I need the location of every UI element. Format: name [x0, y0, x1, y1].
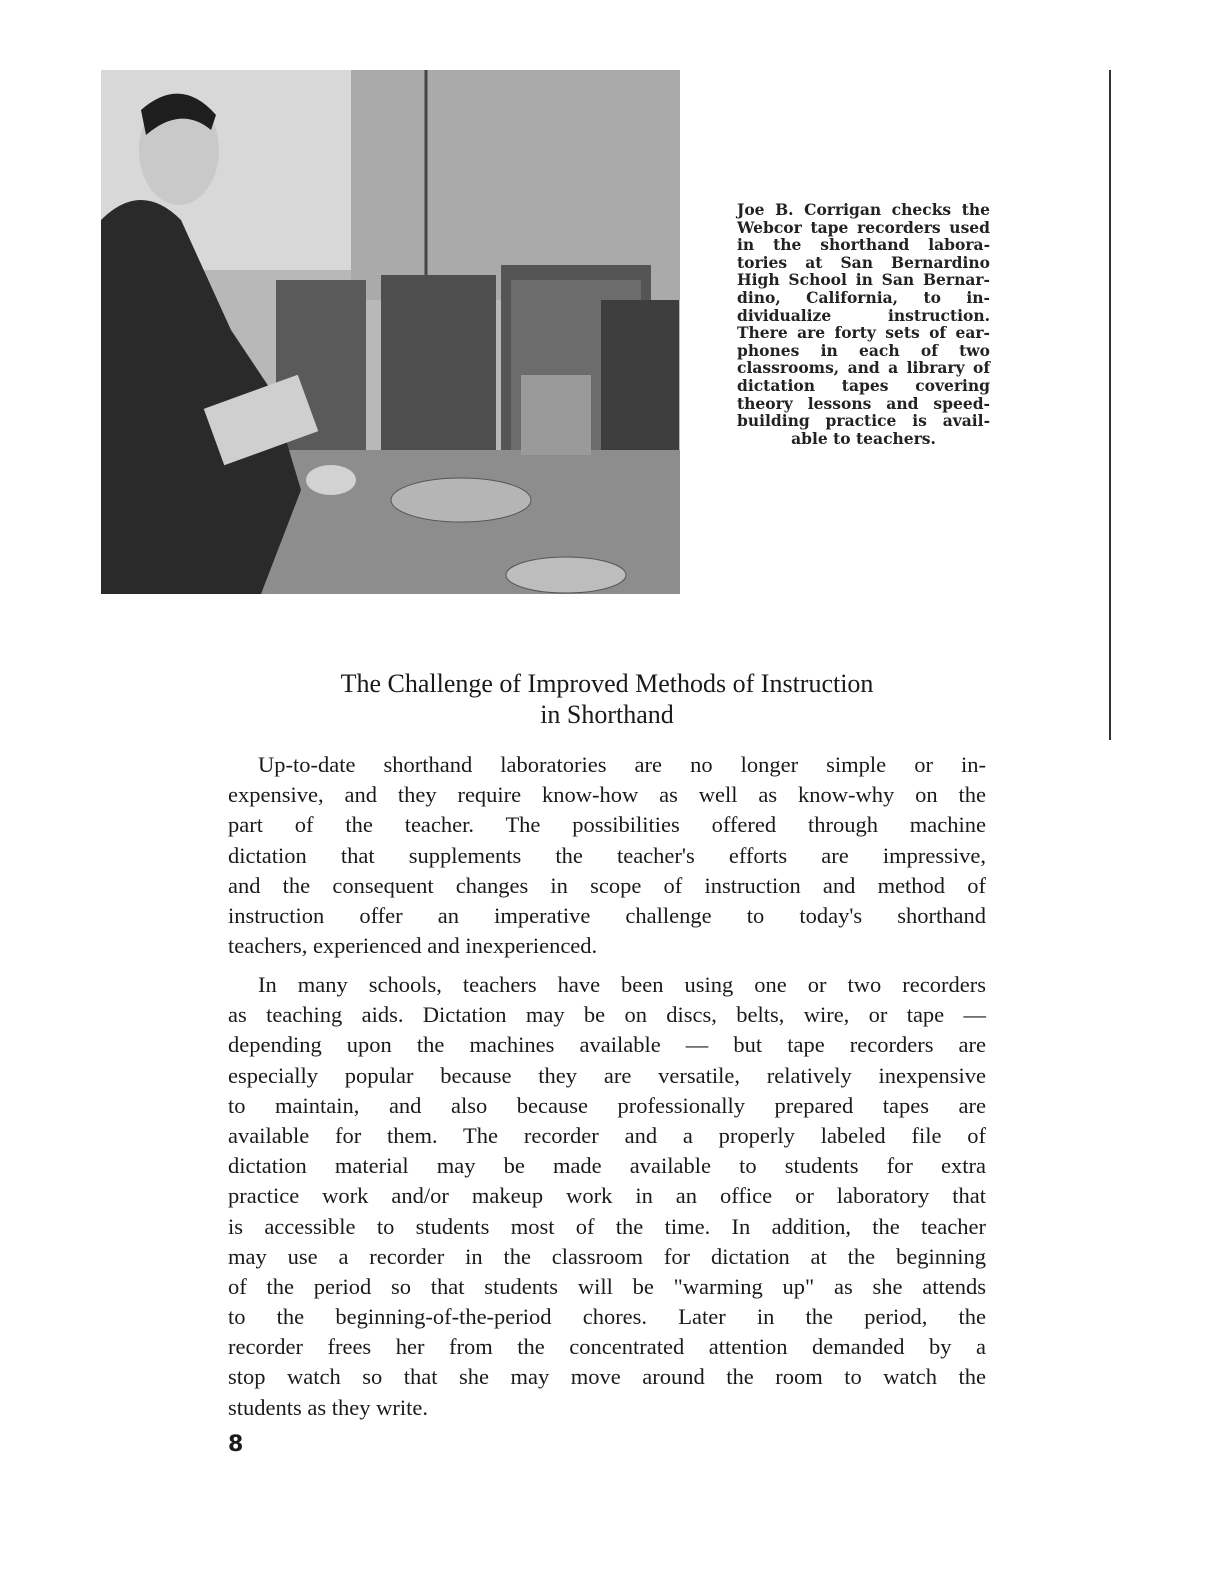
body-line: is accessible to students most of the time. In addition, the teacher [228, 1213, 986, 1239]
caption-line: dino, California, to in- [737, 287, 990, 307]
caption-line: theory lessons and speed- [737, 393, 990, 413]
body-line: and the consequent changes in scope of instruction and method of [228, 872, 986, 898]
caption-line: dictation tapes covering [737, 375, 990, 395]
photo-tape-recorders [101, 70, 680, 594]
body-line: stop watch so that she may move around the room to watch the [228, 1364, 986, 1390]
body-line: recorder frees her from the concentrated attention demanded by a [228, 1334, 986, 1360]
margin-rule [1109, 70, 1111, 740]
title-line-1: The Challenge of Improved Methods of Instruction [340, 669, 874, 698]
body-line: students as they write. [228, 1394, 428, 1420]
body-line: dictation material may be made available to students for extra [228, 1153, 986, 1179]
body-line: In many schools, teachers have been using one or two recorders [258, 972, 986, 997]
body-line: practice work and/or makeup work in an office or laboratory that [228, 1183, 986, 1209]
body-line: expensive, and they require know-how as well as know-why on the [228, 782, 986, 808]
body-line: instruction offer an imperative challenge to today's shorthand [228, 902, 986, 928]
page-number: 8 [228, 1432, 244, 1457]
caption-line: building practice is avail- [737, 411, 990, 431]
caption-line: Joe B. Corrigan checks the [737, 200, 990, 219]
photo-illustration [101, 70, 680, 594]
body-line: as teaching aids. Dictation may be on discs, belts, wire, or tape — [228, 1002, 986, 1028]
body-line: dictation that supplements the teacher's efforts are impressive, [228, 842, 986, 868]
body-line: to the beginning-of-the-period chores. Later in the period, the [228, 1304, 986, 1330]
body-line: of the period so that students will be "warming up" as she attends [228, 1273, 986, 1299]
caption-line: Webcor tape recorders used [737, 217, 990, 237]
body-line: Up-to-date shorthand laboratories are no longer simple or in- [258, 752, 986, 777]
paragraph-1 [228, 750, 986, 961]
caption-line: dividualize instruction. [737, 305, 990, 325]
body-line: depending upon the machines available — but tape recorders are [228, 1032, 986, 1058]
caption-line: in the shorthand labora- [737, 235, 990, 255]
paragraph-2 [228, 970, 986, 1423]
body-line: to maintain, and also because professionally prepared tapes are [228, 1092, 986, 1118]
section-title [228, 668, 986, 730]
body-line: part of the teacher. The possibilities offered through machine [228, 812, 986, 838]
body-line: teachers, experienced and inexperienced. [228, 933, 598, 959]
body-line: available for them. The recorder and a properly labeled file of [228, 1122, 986, 1148]
caption-line: phones in each of two [737, 340, 990, 360]
title-line-2: in Shorthand [540, 700, 674, 729]
caption-line: able to teachers. [791, 428, 936, 448]
caption-line: classrooms, and a library of [737, 358, 990, 378]
caption-line: High School in San Bernar- [737, 270, 990, 290]
body-line: may use a recorder in the classroom for dictation at the beginning [228, 1243, 986, 1269]
caption-line: There are forty sets of ear- [737, 323, 990, 343]
caption-line: tories at San Bernardino [737, 252, 990, 272]
photo-caption [737, 201, 990, 447]
body-line: especially popular because they are versatile, relatively inexpensive [228, 1062, 986, 1088]
